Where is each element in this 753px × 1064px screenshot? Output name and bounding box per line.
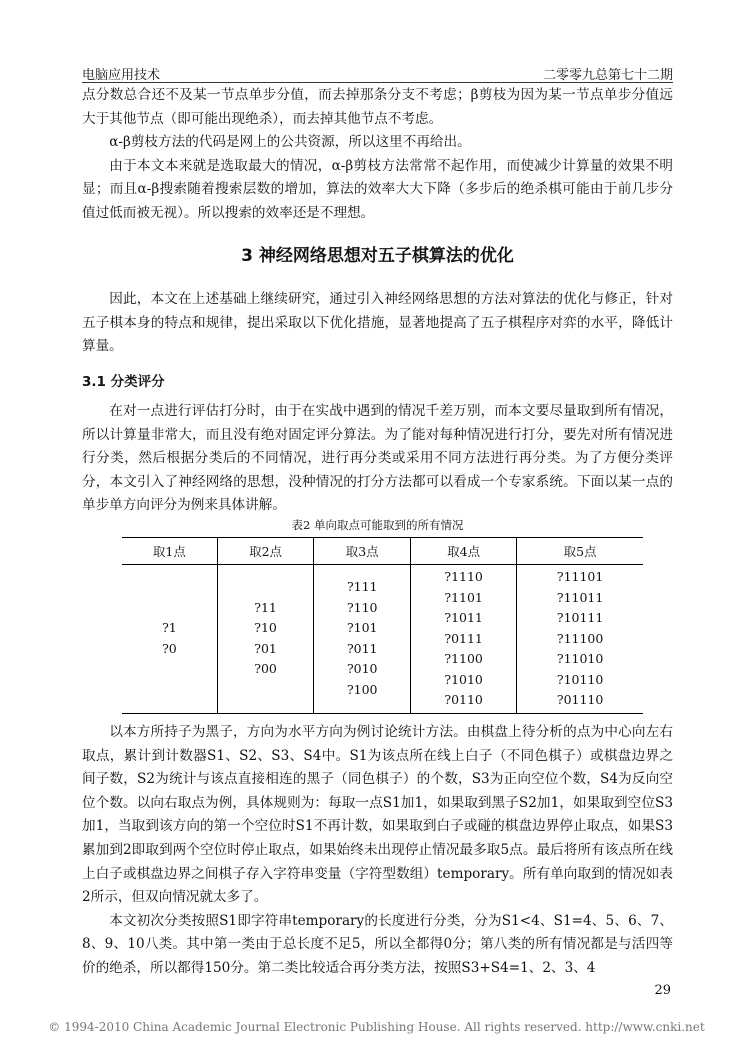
column-header: 取1点 bbox=[122, 538, 217, 565]
cell-value: ?11010 bbox=[556, 651, 604, 666]
cell-value: ?111 bbox=[346, 579, 378, 595]
table-row bbox=[122, 565, 643, 714]
column-header: 取3点 bbox=[314, 538, 411, 565]
paragraph: 因此，本文在上述基础上继续研究，通过引入神经网络思想的方法对算法的优化与修正，针对五子棋本身的特点和规律，提出采取以下优化措施，显著地提高了五子棋程序对弈的水平，降低计算量。 bbox=[82, 291, 673, 355]
cell-value: ?0110 bbox=[444, 692, 483, 707]
section-text-block bbox=[82, 288, 673, 359]
cell-value: ?1100 bbox=[444, 651, 483, 666]
cell-value: ?1 bbox=[162, 620, 177, 636]
subsection-text-block bbox=[82, 400, 673, 518]
table-cell bbox=[517, 565, 643, 714]
table-header-row bbox=[122, 538, 643, 565]
table-caption: 表2 单向取点可能取到的所有情况 bbox=[291, 518, 464, 532]
paragraph: 点分数总合还不及某一节点单步分值，而去掉那条分支不考虑；β剪枝为因为某一节点单步分值远大于其他节点（即可能出现绝杀），而去掉其他节点不考虑。 bbox=[82, 87, 673, 127]
section-heading: 3 神经网络思想对五子棋算法的优化 bbox=[241, 246, 514, 266]
cell-value: ?11011 bbox=[556, 589, 604, 605]
cell-value: ?11101 bbox=[556, 569, 604, 584]
cell-value: ?1011 bbox=[444, 610, 483, 625]
cell-value: ?1010 bbox=[444, 671, 483, 687]
cell-value: ?10 bbox=[254, 620, 277, 636]
cell-value: ?11100 bbox=[556, 630, 604, 646]
paragraph: 以本方所持子为黑子，方向为水平方向为例讨论统计方法。由棋盘上待分析的点为中心向左右取点，累计到计数器S1、S2、S3、S4中。S1为该点所在线上白子（不同色棋子）或棋盘边界之间子数，S2为统计与该点直接相连的黑子（同色棋子）的个数，S3为正向空位个数，S4为反向空位个数。以向右取点为例，具体规则为：每取一点S1加1，如果取到黑子S2加1，如果取到空位S3加1，当取到该方向的第一个空位时S1不再计数，如果取到白子或碰的棋盘边界停止取点，如果S3累加到2即取到两个空位时停止取点，如果始终未出现停止情况最多取5点。最后将所有该点所在线上白子或棋盘边界之间棋子存入字符串变量（字符型数组）temporary。所有单向取到的情况如表2所示，但双向情况就太多了。 bbox=[82, 724, 673, 906]
cell-value: ?0111 bbox=[444, 630, 483, 646]
issue-info: 二零零九总第七十二期 bbox=[542, 68, 673, 83]
column-header: 取5点 bbox=[517, 538, 643, 565]
journal-name: 电脑应用技术 bbox=[82, 68, 161, 83]
running-header bbox=[82, 64, 673, 83]
cell-value: ?100 bbox=[346, 681, 378, 697]
table-cell bbox=[122, 565, 217, 714]
paragraph: 在对一点进行评估打分时，由于在实战中遇到的情况千差万别，而本文要尽量取到所有情况，所以计算量非常大，而且没有绝对固定评分算法。为了能对每种情况进行打分，要先对所有情况进行分类，然后根据分类后的不同情况，进行再分类或采用不同方法进行再分类。为了方便分类评分，本文引入了神经网络的思想，没种情况的打分方法都可以看成一个专家系统。下面以某一点的单步单方向评分为例来具体讲解。 bbox=[82, 403, 673, 514]
table-cell bbox=[411, 565, 517, 714]
cell-value: ?110 bbox=[346, 599, 378, 615]
paragraph: α-β剪枝方法的代码是网上的公共资源，所以这里不再给出。 bbox=[109, 134, 471, 151]
table-cell bbox=[314, 565, 411, 714]
cell-value: ?010 bbox=[346, 661, 378, 677]
paragraph: 本文初次分类按照S1即字符串temporary的长度进行分类，分为S1<4、S1=4、5、6、7、8、9、10八类。其中第一类由于总长度不足5，所以全都得0分；第八类的所有情况都是与活四等价的绝杀，所以都得150分。第二类比较适合再分类方法，按照S3+S4=1、2、3、4 bbox=[82, 912, 673, 976]
cell-value: ?11 bbox=[254, 599, 277, 615]
cell-value: ?011 bbox=[346, 640, 378, 656]
cell-value: ?01 bbox=[254, 640, 277, 656]
top-text-block bbox=[82, 84, 673, 226]
cell-value: ?101 bbox=[346, 620, 378, 636]
subsection-heading: 3.1 分类评分 bbox=[82, 374, 165, 390]
paragraph: 由于本文本来就是选取最大的情况，α-β剪枝方法常常不起作用，而使减少计算量的效果不明显；而且α-β搜索随着搜索层数的增加，算法的效率大大下降（多步后的绝杀棋可能由于前几步分值过低而被无视）。所以搜索的效率还是不理想。 bbox=[82, 157, 673, 221]
cell-value: ?01110 bbox=[556, 692, 604, 707]
copyright-footer: © 1994-2010 China Academic Journal Electronic Publishing House. All rights reserved. http://www.cnki.net bbox=[48, 1020, 705, 1034]
column-header: 取2点 bbox=[217, 538, 314, 565]
bottom-text-block bbox=[82, 721, 673, 981]
cell-value: ?10110 bbox=[556, 671, 604, 687]
cell-value: ?00 bbox=[254, 661, 277, 677]
table-cell bbox=[217, 565, 314, 714]
cell-value: ?0 bbox=[162, 640, 177, 656]
cell-value: ?10111 bbox=[556, 610, 604, 625]
cell-value: ?1101 bbox=[444, 589, 483, 605]
page-number: 29 bbox=[654, 983, 671, 998]
cases-table bbox=[122, 537, 643, 714]
cell-value: ?1110 bbox=[444, 569, 483, 584]
column-header: 取4点 bbox=[411, 538, 517, 565]
